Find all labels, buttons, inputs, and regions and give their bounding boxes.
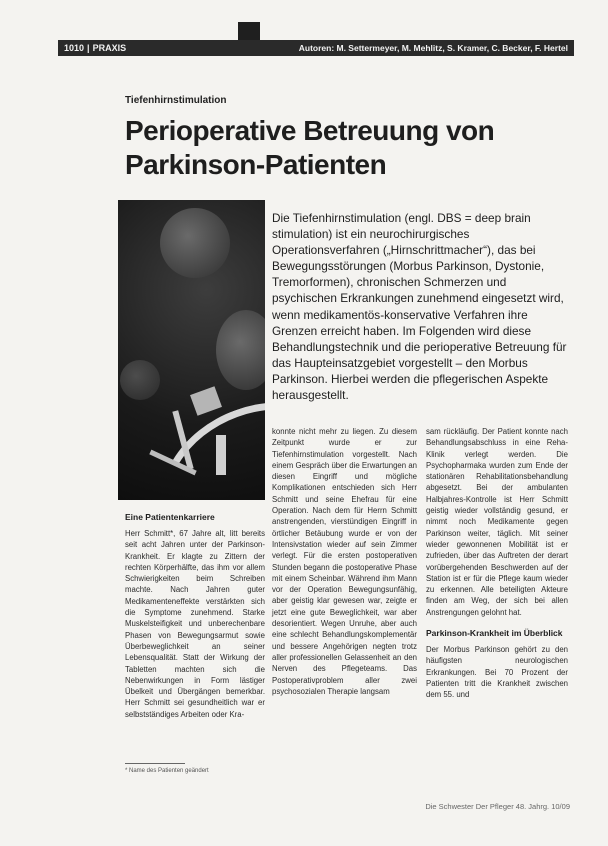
column-3-text-continued: Der Morbus Parkinson gehört zu den häufigsten neurologischen Erkrankungen. Bei 70 Prozent der Patienten tritt die Krankheit zwischen dem 55. und <box>426 645 568 700</box>
article-title: Perioperative Betreuung von Parkinson-Patienten <box>125 115 495 180</box>
section-heading-patient-career: Eine Patientenkarriere <box>125 512 215 522</box>
column-2 <box>272 426 417 697</box>
column-1 <box>125 512 265 720</box>
photo-background-orb <box>120 360 160 400</box>
page-header <box>58 40 574 56</box>
page-number: 1010 <box>64 43 85 53</box>
article-kicker: Tiefenhirnstimulation <box>125 95 227 106</box>
column-1-text: Herr Schmitt*, 67 Jahre alt, litt bereits seit acht Jahren unter der Parkinson-Krankheit. Er klagte zu Zittern der rechten Körperhälfte, das ihm vor allem Schwierigkeiten beim Schreiben machte. Nach Jahren guter Medikamenteneffekte verstärkten sich die Symptome zunehmend. Starke Muskelsteifigkeit und unberechenbare Phasen von Bewegungsarmut sowie Überbeweglichkeit an seiner Lebensqualität. Statt der Wirkung der Tabletten machten sich die Nebenwirkungen in Form lästiger Übelkeit und Übergängen bemerkbar. Herr Schmitt sei gesundheitlich war er selbstständiges Arbeiten oder Kra- <box>125 529 265 719</box>
stereotactic-frame-arm <box>216 435 226 475</box>
header-separator: | <box>87 43 90 53</box>
article-photo <box>118 200 265 500</box>
photo-background-orb <box>216 310 265 390</box>
footnote: * Name des Patienten geändert <box>125 768 209 774</box>
authors-line: Autoren: M. Settermeyer, M. Mehlitz, S. Kramer, C. Becker, F. Hertel <box>298 43 568 53</box>
column-3-text: sam rückläufig. Der Patient konnte nach Behandlungsabschluss in eine Reha-Klinik verlegt werden. Die Psychopharmaka wurden zum Ende der stationären Rehabilitationsbehandlung abgesetzt. Bei der ambulanten Halbjahres-Kontrolle ist Herr Schmitt geistig wieder vollständig gesund, er nimmt noch Medikamente gegen Parkinson weiter, täglich. Mit seiner wieder gewonnenen Mobilität ist er zufrieden, über das Auftreten der derart vorübergehenden Beschwerden auf der Station ist er für die Pflege kaum wieder zu erkennen. Alle beteiligten Akteure finden am Weg, der sich bei allen Anstrengungen gelohnt hat. <box>426 427 568 617</box>
section-heading-parkinson-overview: Parkinson-Krankheit im Überblick <box>426 628 563 639</box>
article-lead: Die Tiefenhirnstimulation (engl. DBS = deep brain stimulation) ist ein neurochirurgisches Operationsverfahren („Hirnschrittmacher“), das bei Bewegungsstörungen (Morbus Parkinson, Dystonie, Tremorformen), chronischen Schmerzen und psychischen Erkrankungen zunehmend eingesetzt wird, wenn medikamentös-konservative Verfahren ihre Grenzen erreicht haben. Im Folgenden wird diese Behandlungstechnik und die perioperative Betreuung für das Haupteinsatzgebiet vorgestellt – den Morbus Parkinson. Hierbei werden die pflegerischen Aspekte herausgestellt. <box>272 211 567 403</box>
column-3 <box>426 426 568 701</box>
header-left <box>64 43 126 53</box>
column-2-text: konnte nicht mehr zu liegen. Zu diesem Zeitpunkt wurde er zur Tiefenhirnstimulation vorgestellt. Nach einem Gespräch über die Erwartungen an diesen Eingriff und mögliche Komplikationen entschieden sich Herr Schmitt und seine Ehefrau für eine Operation. Nach dem für Herrn Schmitt anstrengenden, vierstündigen Eingriff in örtlicher Betäubung wurde er von der Intensivstation wieder auf sein Zimmer verlegt. Für die ersten postoperativen Stunden begann die postoperative Phase mit einem Scheinbar. Während ihm Mann vor der Operation Bewegungsunfähig, aber geistig klar gewesen war, zeigte er jetzt eine gute Beweglichkeit, war aber desorientiert. Wegen Unruhe, aber auch eine schlecht Behandlungskomplementär und bessere Angehörigen negten trotz aller professionellen Gelassenheit an den Nerven des Pflegeteams. Das Postoperativproblem aller zwei psychosozialen Therapie langsam <box>272 427 417 696</box>
section-label: PRAXIS <box>92 43 127 53</box>
stereotactic-frame-arm <box>190 386 222 416</box>
photo-background-orb <box>160 208 230 278</box>
photo-caption <box>272 412 392 420</box>
footnote-rule <box>125 763 185 764</box>
page-footer: Die Schwester Der Pfleger 48. Jahrg. 10/09 <box>425 802 570 811</box>
